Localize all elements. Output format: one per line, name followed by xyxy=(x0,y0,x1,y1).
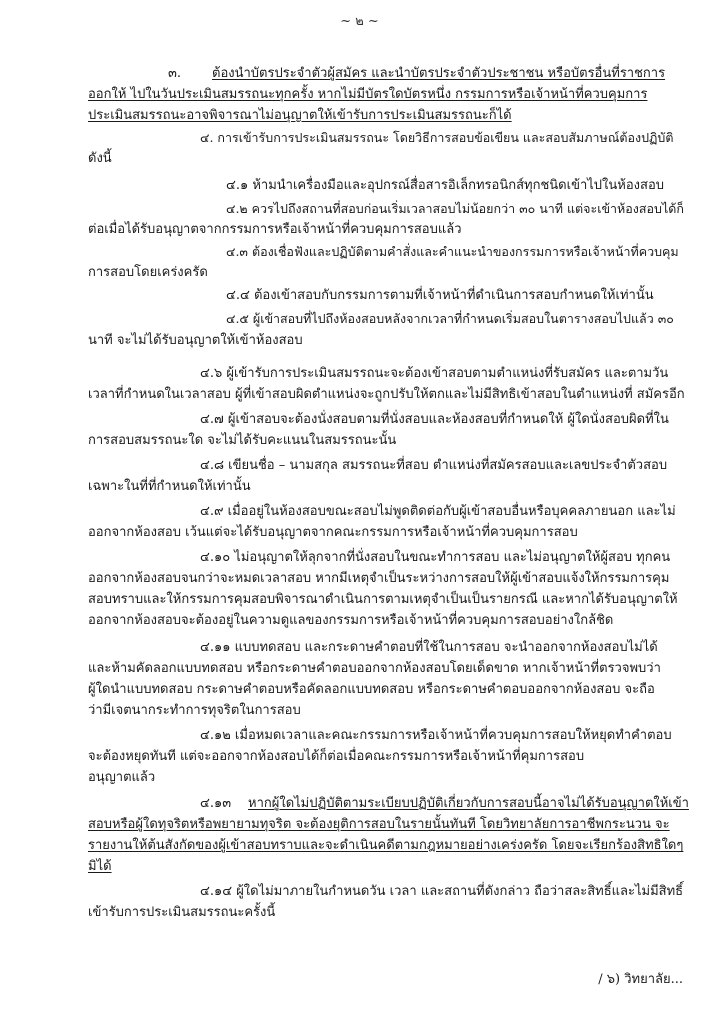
rule-4-13-line-2: สอบหรือผู้ใดทุจริตหรือพยายามทุจริต จะต้องยุติการสอบในรายนั้นทันที โดยวิทยาลัยการอาชีพกระนวน จะ xyxy=(88,817,670,832)
rule-4-3-line-1: ๔.๓ ต้องเชื่อฟังและปฏิบัติตามคำสั่งและคำแนะนำของกรรมการหรือเจ้าหน้าที่ควบคุม xyxy=(226,244,679,259)
rule-4-11-line-1: ๔.๑๑ แบบทดสอบ และกระดาษคำตอบที่ใช้ในการสอบ จะนำออกจากห้องสอบไม่ได้ xyxy=(200,640,658,655)
rule-4-11-line-2: และห้ามคัดลอกแบบทดสอบ หรือกระดาษคำตอบออกจากห้องสอบโดยเด็ดขาด หากเจ้าหน้าที่ตรวจพบว่า xyxy=(88,661,661,676)
page-number: ~ ๒ ~ xyxy=(340,14,379,29)
rule-4-8-line-2: เฉพาะในที่ที่กำหนดให้เท่านั้น xyxy=(88,479,251,494)
item-3-line-2: ออกให้ ไปในวันประเมินสมรรถนะทุกครั้ง หากไม่มีบัตรใดบัตรหนึ่ง กรรมการหรือเจ้าหน้าที่ควบคุมการ xyxy=(88,87,648,102)
rule-4-12-line-2: จะต้องหยุดทันที แต่จะออกจากห้องสอบได้ก็ต่อเมื่อคณะกรรมการหรือเจ้าหน้าที่คุมการสอบ xyxy=(88,749,585,764)
rule-4-8-line-1: ๔.๘ เขียนชื่อ – นามสกุล สมรรถนะที่สอบ ตำแหน่งที่สมัครสอบและเลขประจำตัวสอบ xyxy=(200,458,668,473)
rule-4-13-line-4: มิได้ xyxy=(88,859,112,874)
rule-4-9-line-2: ออกจากห้องสอบ เว้นแต่จะได้รับอนุญาตจากคณะกรรมการหรือเจ้าหน้าที่ควบคุมการสอบ xyxy=(88,525,578,540)
rule-4-5-line-2: นาที จะไม่ได้รับอนุญาตให้เข้าห้องสอบ xyxy=(88,333,303,348)
rule-4-4-line-1: ๔.๔ ต้องเข้าสอบกับกรรมการตามที่เจ้าหน้าที่ดำเนินการสอบกำหนดให้เท่านั้น xyxy=(226,288,654,303)
item-3-number: ๓. xyxy=(168,66,182,81)
rule-4-2-line-1: ๔.๒ ควรไปถึงสถานที่สอบก่อนเริ่มเวลาสอบไม่น้อยกว่า ๓๐ นาที แต่จะเข้าห้องสอบได้ก็ xyxy=(226,201,684,216)
rule-4-10-line-3: สอบทราบและให้กรรมการคุมสอบพิจารณาดำเนินการตามเหตุจำเป็นเป็นรายกรณี และหากได้รับอนุญาตให้ xyxy=(88,592,678,607)
rule-4-13-line-3: รายงานให้ต้นสังกัดของผู้เข้าสอบทราบและจะดำเนินคดีตามกฎหมายอย่างเคร่งครัด โดยจะเรียกร้องสิทธิใดๆ xyxy=(88,838,684,853)
rule-4-7-line-2: การสอบสมรรถนะใด จะไม่ได้รับคะแนนในสมรรถนะนั้น xyxy=(88,433,397,448)
rule-4-12-line-3: อนุญาตแล้ว xyxy=(88,770,156,785)
rule-4-3-line-2: การสอบโดยเคร่งครัด xyxy=(88,265,208,280)
rule-4-10-line-1: ๔.๑๐ ไม่อนุญาตให้ลุกจากที่นั่งสอบในขณะทำการสอบ และไม่อนุญาตให้ผู้สอบ ทุกคน xyxy=(200,550,671,565)
rule-4-11-line-3: ผู้ใดนำแบบทดสอบ กระดาษคำตอบหรือคัดลอกแบบทดสอบ หรือกระดาษคำตอบออกจากห้องสอบ จะถือ xyxy=(88,682,655,697)
rule-4-7-line-1: ๔.๗ ผู้เข้าสอบจะต้องนั่งสอบตามที่นั่งสอบและห้องสอบที่กำหนดให้ ผู้ใดนั่งสอบผิดที่ใน xyxy=(200,412,669,427)
rule-4-1-line-1: ๔.๑ ห้ามนำเครื่องมือและอุปกรณ์สื่อสารอิเล็กทรอนิกส์ทุกชนิดเข้าไปในห้องสอบ xyxy=(226,178,665,193)
rule-4-2-line-2: ต่อเมื่อได้รับอนุญาตจากกรรมการหรือเจ้าหน้าที่ควบคุมการสอบแล้ว xyxy=(88,222,462,237)
item-4-line-2: ดังนี้ xyxy=(88,151,112,166)
rule-4-12-line-1: ๔.๑๒ เมื่อหมดเวลาและคณะกรรมการหรือเจ้าหน้าที่ควบคุมการสอบให้หยุดทำคำตอบ xyxy=(200,728,672,743)
rule-4-14-line-2: เข้ารับการประเมินสมรรถนะครั้งนี้ xyxy=(88,905,276,920)
item-4-line-1: ๔. การเข้ารับการประเมินสมรรถนะ โดยวิธีการสอบข้อเขียน และสอบสัมภาษณ์ต้องปฏิบัติ xyxy=(200,130,674,145)
rule-4-10-line-2: ออกจากห้องสอบจนกว่าจะหมดเวลาสอบ หากมีเหตุจำเป็นระหว่างการสอบให้ผู้เข้าสอบแจ้งให้กรรมการคุม xyxy=(88,571,670,586)
rule-4-13-number: ๔.๑๓ xyxy=(200,796,232,811)
continuation-note: / ๖) วิทยาลัย... xyxy=(598,972,683,987)
rule-4-14-line-1: ๔.๑๔ ผู้ใดไม่มาภายในกำหนดวัน เวลา และสถานที่ดังกล่าว ถือว่าสละสิทธิ์และไม่มีสิทธิ์ xyxy=(200,884,684,899)
rule-4-13-line-1: หากผู้ใดไม่ปฏิบัติตามระเบียบปฏิบัติเกี่ยวกับการสอบนี้อาจไม่ได้รับอนุญาตให้เข้า xyxy=(248,796,689,811)
rule-4-10-line-4: ออกจากห้องสอบจะต้องอยู่ในความดูแลของกรรมการหรือเจ้าหน้าที่ควบคุมการสอบอย่างใกล้ชิด xyxy=(88,613,614,628)
rule-4-9-line-1: ๔.๙ เมื่ออยู่ในห้องสอบขณะสอบไม่พูดติดต่อกับผู้เข้าสอบอื่นหรือบุคคลภายนอก และไม่ xyxy=(200,504,676,519)
item-3-line-1: ต้องนำบัตรประจำตัวผู้สมัคร และนำบัตรประจำตัวประชาชน หรือบัตรอื่นที่ราชการ xyxy=(212,66,666,81)
rule-4-6-line-1: ๔.๖ ผู้เข้ารับการประเมินสมรรถนะจะต้องเข้าสอบตามตำแหน่งที่รับสมัคร และตามวัน xyxy=(200,366,669,381)
item-3-line-3: ประเมินสมรรถนะอาจพิจารณาไม่อนุญาตให้เข้ารับการประเมินสมรรถนะก็ได้ xyxy=(88,108,512,123)
rule-4-11-line-4: ว่ามีเจตนากระทำการทุจริตในการสอบ xyxy=(88,703,301,718)
rule-4-6-line-2: เวลาที่กำหนดในเวลาสอบ ผู้ที่เข้าสอบผิดตำแหน่งจะถูกปรับให้ตกและไม่มีสิทธิเข้าสอบในตำแหน่งที่ สมัครอีก xyxy=(88,387,685,402)
rule-4-5-line-1: ๔.๕ ผู้เข้าสอบที่ไปถึงห้องสอบหลังจากเวลาที่กำหนดเริ่มสอบในตารางสอบไปแล้ว ๓๐ xyxy=(226,311,674,326)
